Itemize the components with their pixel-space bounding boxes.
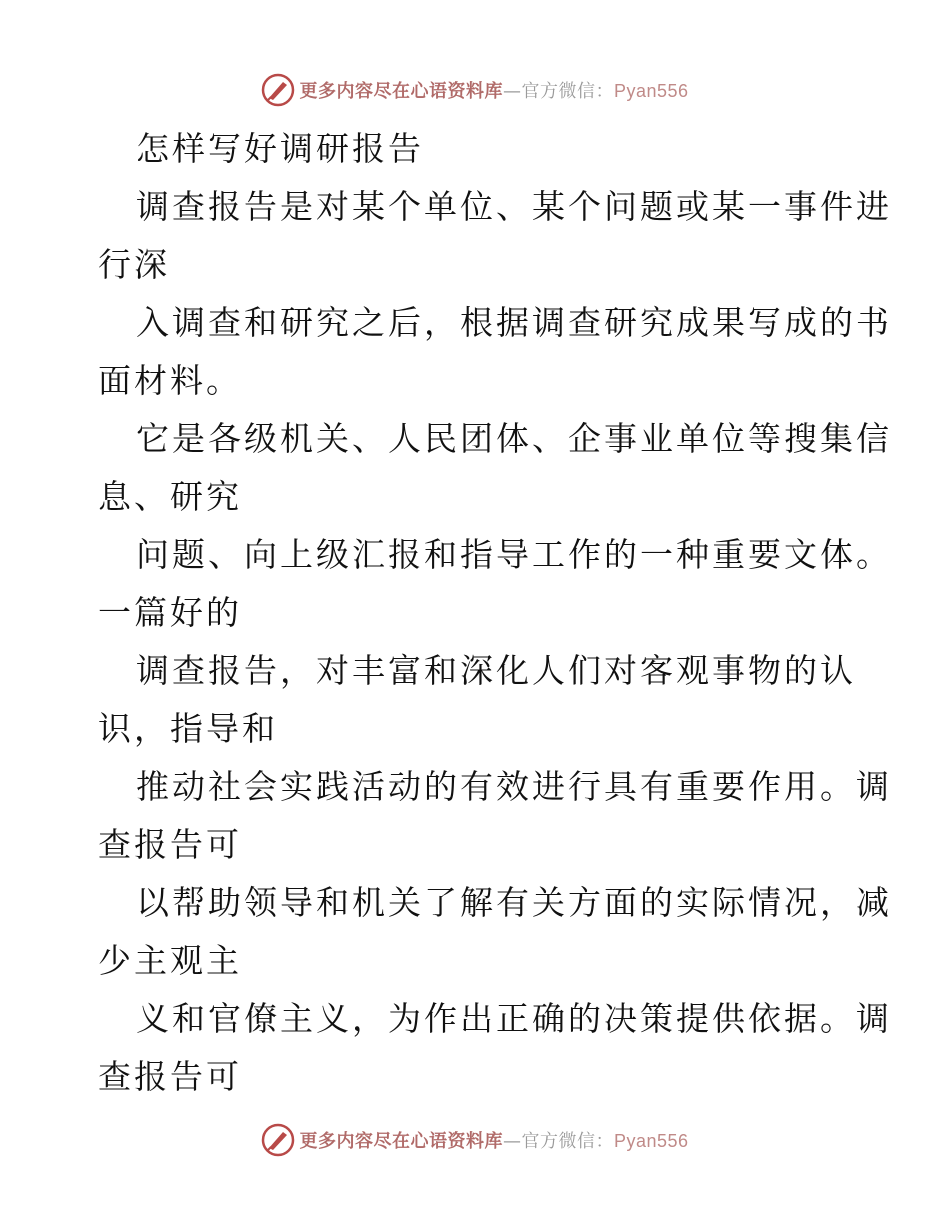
paragraph-line: 义和官僚主义，为作出正确的决策提供依据。调 — [136, 999, 892, 1038]
footer-watermark — [0, 1122, 950, 1158]
paragraph-line: 行深 — [98, 245, 170, 284]
watermark-text: 更多内容尽在心语资料库—官方微信：Pyan556 — [299, 1131, 689, 1152]
paragraph-line: 推动社会实践活动的有效进行具有重要作用。调 — [136, 767, 892, 806]
paragraph-line: 调查报告是对某个单位、某个问题或某一事件进 — [136, 187, 892, 226]
paragraph-line: 问题、向上级汇报和指导工作的一种重要文体。 — [136, 535, 892, 574]
paragraph-line: 调查报告，对丰富和深化人们对客观事物的认 — [136, 651, 856, 690]
quill-logo-icon — [261, 73, 295, 107]
paragraph-line: 入调查和研究之后，根据调查研究成果写成的书 — [136, 303, 892, 342]
paragraph-line: 查报告可 — [98, 1057, 242, 1096]
paragraph-line: 以帮助领导和机关了解有关方面的实际情况，减 — [136, 883, 892, 922]
paragraph-line: 识，指导和 — [98, 709, 278, 748]
document-title: 怎样写好调研报告 — [136, 129, 424, 168]
document-body — [98, 120, 892, 1106]
paragraph-line: 息、研究 — [98, 477, 242, 516]
paragraph-line: 少主观主 — [98, 941, 242, 980]
paragraph-line: 面材料。 — [98, 361, 242, 400]
watermark-text: 更多内容尽在心语资料库—官方微信：Pyan556 — [299, 81, 689, 102]
paragraph-line: 它是各级机关、人民团体、企事业单位等搜集信 — [136, 419, 892, 458]
quill-logo-icon — [261, 1123, 295, 1157]
paragraph-line: 查报告可 — [98, 825, 242, 864]
header-watermark — [0, 72, 950, 108]
paragraph-line: 一篇好的 — [98, 593, 242, 632]
